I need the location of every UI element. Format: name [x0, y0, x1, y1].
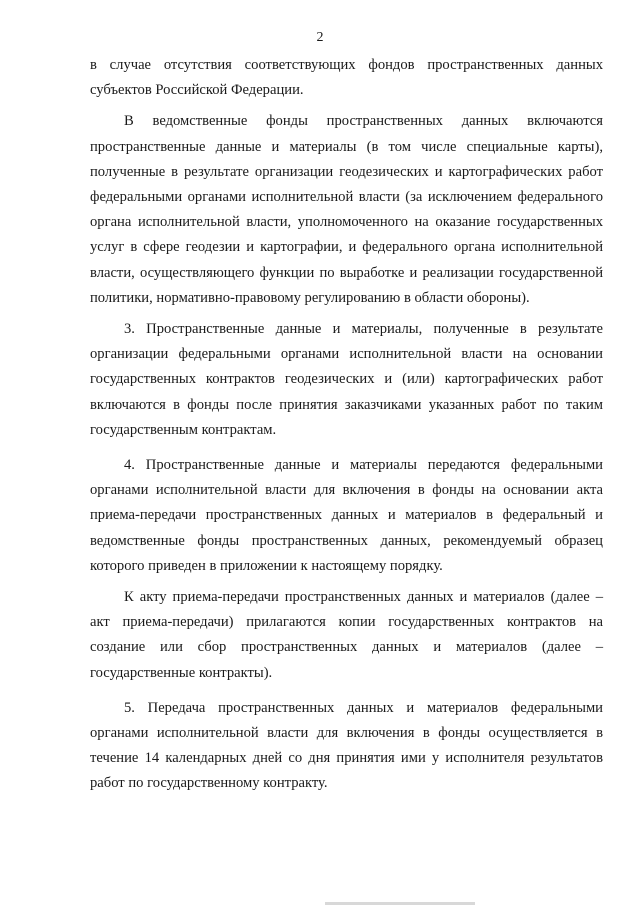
paragraph-departmental-funds: В ведомственные фонды пространственных данных включаются пространственные данные и материалы (в том числе специальные карты), полученные в результате организации геодезических и картографических работ федеральными органами исполнительной власти (за исключением федерального органа исполнительной власти, уполномоченного на оказание государственных услуг в сфере геодезии и картографии, и федерального органа исполнительной власти, осуществляющего функции по выработке и реализации государственной политики, нормативно-правовому регулированию в области обороны). — [90, 113, 603, 306]
paragraph-item-3: 3. Пространственные данные и материалы, полученные в результате организации федеральными органами исполнительной власти на основании государственных контрактов геодезических и (или) картографических работ включаются в фонды после принятия заказчиками указанных работ по таким государственным контрактам. — [90, 321, 603, 438]
document-body — [90, 53, 603, 803]
paragraph-item-4: 4. Пространственные данные и материалы передаются федеральными органами исполнительной власти для включения в фонды на основании акта приема-передачи пространственных данных и материалов в федеральный и ведомственные фонды пространственных данных, рекомендуемый образец которого приведен в приложении к настоящему порядку. — [90, 457, 603, 574]
paragraph-item-5: 5. Передача пространственных данных и материалов федеральными органами исполнительной власти для включения в фонды осуществляется в течение 14 календарных дней со дня принятия ими у исполнителя результатов работ по государственному контракту. — [90, 699, 603, 792]
paragraph-continuation: в случае отсутствия соответствующих фондов пространственных данных субъектов Российской Федерации. — [90, 57, 603, 99]
paragraph-act-attachments: К акту приема-передачи пространственных данных и материалов (далее – акт приема-передачи) прилагаются копии государственных контрактов на создание или сбор пространственных данных и материалов (далее – государственные контракты). — [90, 589, 603, 681]
page-number: 2 — [316, 30, 324, 45]
